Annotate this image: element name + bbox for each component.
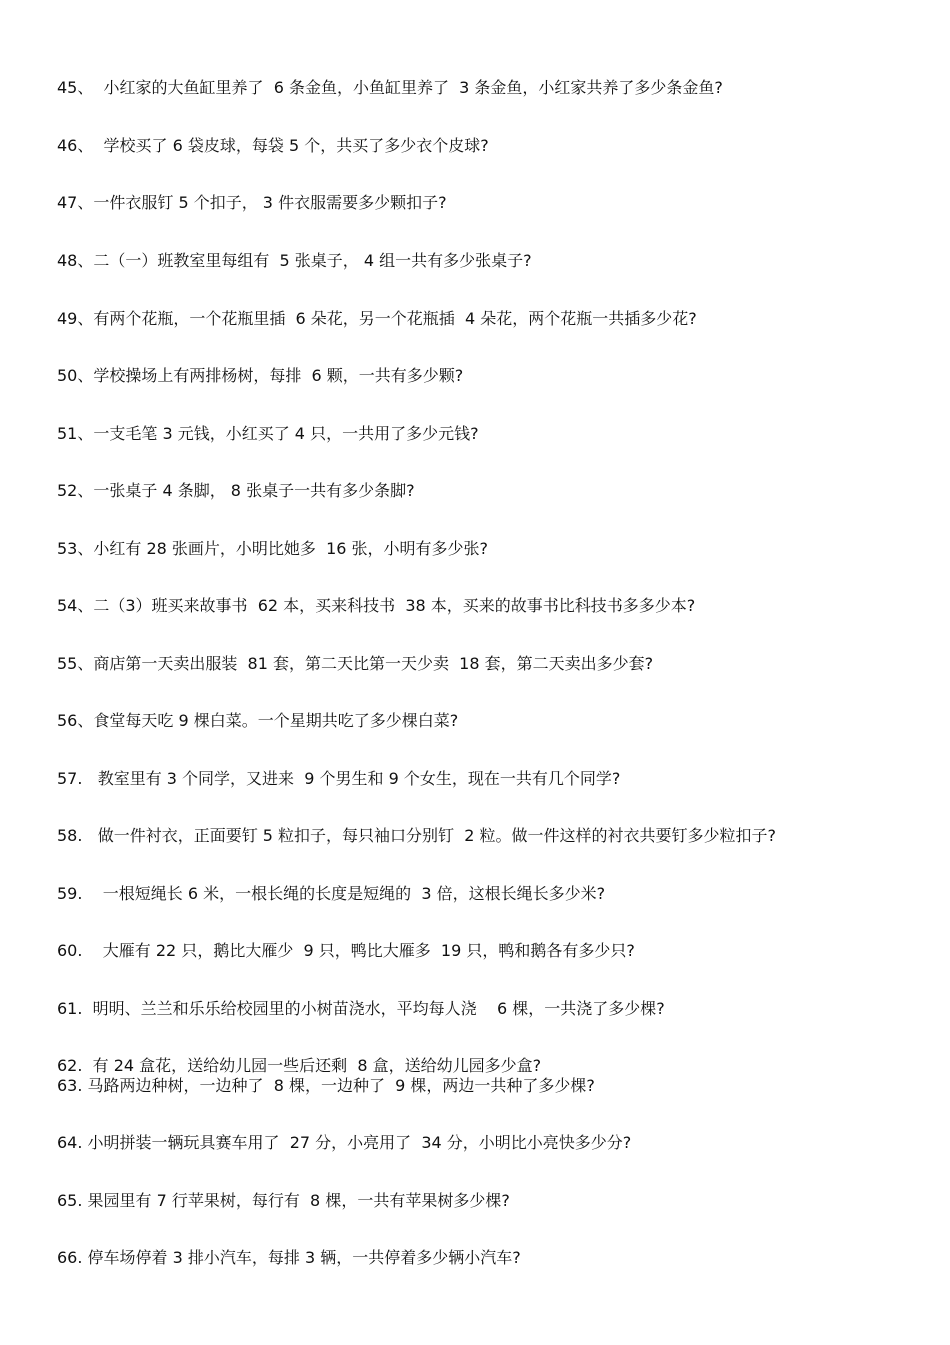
question-63: 63. 马路两边种树，一边种了 8 棵，一边种了 9 棵，两边一共种了多少棵? [57,1076,595,1095]
question-65: 65. 果园里有 7 行苹果树，每行有 8 棵，一共有苹果树多少棵? [57,1191,510,1210]
question-60: 60. 大雁有 22 只，鹅比大雁少 9 只，鸭比大雁多 19 只，鸭和鹅各有多少只? [57,941,635,960]
question-54: 54、二（3）班买来故事书 62 本，买来科技书 38 本，买来的故事书比科技书多多少本? [57,596,696,615]
question-45: 45、 小红家的大鱼缸里养了 6 条金鱼，小鱼缸里养了 3 条金鱼，小红家共养了多少条金鱼? [57,78,723,97]
question-47: 47、一件衣服钉 5 个扣子， 3 件衣服需要多少颗扣子? [57,193,447,212]
question-58: 58. 做一件衬衣，正面要钉 5 粒扣子，每只袖口分别钉 2 粒。做一件这样的衬衣共要钉多少粒扣子? [57,826,776,845]
question-62: 62. 有 24 盒花，送给幼儿园一些后还剩 8 盒，送给幼儿园多少盒? [57,1056,542,1075]
question-64: 64. 小明拼装一辆玩具赛车用了 27 分，小亮用了 34 分，小明比小亮快多少分? [57,1133,632,1152]
question-50: 50、学校操场上有两排杨树，每排 6 颗，一共有多少颗? [57,366,464,385]
question-53: 53、小红有 28 张画片，小明比她多 16 张，小明有多少张? [57,539,489,558]
question-46: 46、 学校买了 6 袋皮球，每袋 5 个，共买了多少衣个皮球? [57,136,489,155]
question-57: 57. 教室里有 3 个同学，又进来 9 个男生和 9 个女生，现在一共有几个同学? [57,769,621,788]
question-56: 56、食堂每天吃 9 棵白菜。一个星期共吃了多少棵白菜? [57,711,459,730]
question-61: 61. 明明、兰兰和乐乐给校园里的小树苗浇水，平均每人浇 6 棵，一共浇了多少棵? [57,999,665,1018]
question-48: 48、二（一）班教室里每组有 5 张桌子， 4 组一共有多少张桌子? [57,251,532,270]
question-59: 59. 一根短绳长 6 米，一根长绳的长度是短绳的 3 倍，这根长绳长多少米? [57,884,606,903]
question-66: 66. 停车场停着 3 排小汽车，每排 3 辆，一共停着多少辆小汽车? [57,1248,521,1267]
question-49: 49、有两个花瓶，一个花瓶里插 6 朵花，另一个花瓶插 4 朵花，两个花瓶一共插多少花? [57,309,697,328]
question-51: 51、一支毛笔 3 元钱，小红买了 4 只，一共用了多少元钱? [57,424,479,443]
question-52: 52、一张桌子 4 条脚， 8 张桌子一共有多少条脚? [57,481,415,500]
question-55: 55、商店第一天卖出服装 81 套，第二天比第一天少卖 18 套，第二天卖出多少套? [57,654,654,673]
